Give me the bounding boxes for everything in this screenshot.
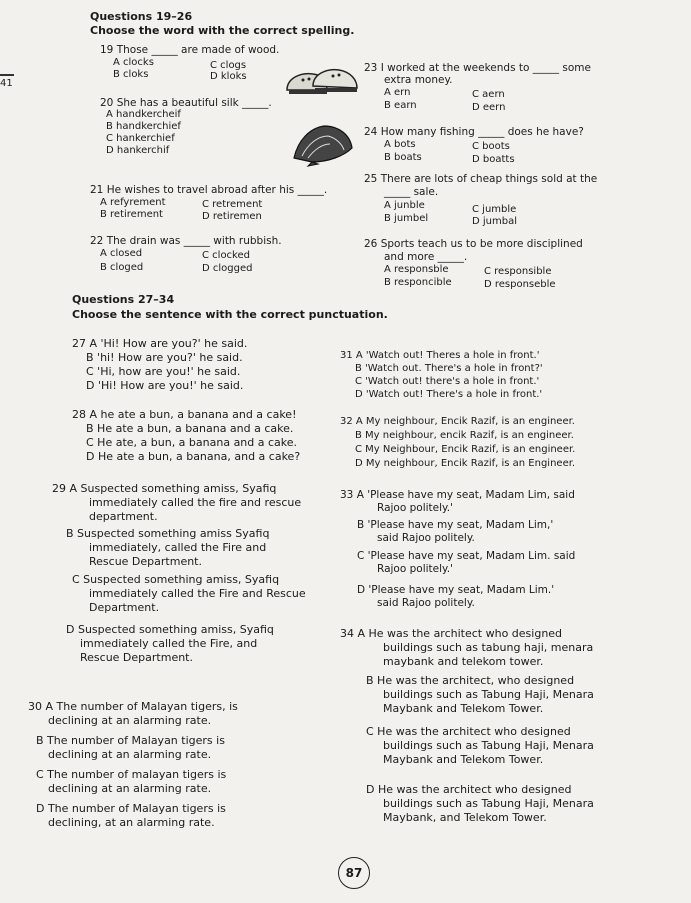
q22-option-c[interactable]: C clocked <box>202 250 250 261</box>
q28-option-a[interactable]: 28 A he ate a bun, a banana and a cake! <box>72 408 297 421</box>
q32-option-a[interactable]: 32 A My neighbour, Encik Razif, is an engineer. <box>340 416 575 427</box>
q33-option-c-line1[interactable]: C 'Please have my seat, Madam Lim. said <box>357 550 576 562</box>
q29-option-c-line3: Department. <box>89 601 160 614</box>
q23-option-b[interactable]: B earn <box>384 100 417 111</box>
q33-option-d-line1[interactable]: D 'Please have my seat, Madam Lim.' <box>357 584 555 596</box>
q27-option-a[interactable]: 27 A 'Hi! How are you?' he said. <box>72 337 248 350</box>
q29-option-c-line1[interactable]: C Suspected something amiss, Syafiq <box>72 573 280 586</box>
q22-option-b[interactable]: B cloged <box>100 262 144 273</box>
q27-option-d[interactable]: D 'Hi! How are you!' he said. <box>86 379 244 392</box>
q26-stem-line1: 26 Sports teach us to be more disciplined <box>364 238 583 250</box>
q21-option-a[interactable]: A refyrement <box>100 197 166 208</box>
q19-option-d[interactable]: D kloks <box>210 71 247 82</box>
q19-option-c[interactable]: C clogs <box>210 60 247 71</box>
margin-tab-line <box>0 74 14 76</box>
q30-option-a-line2: declining at an alarming rate. <box>48 714 212 727</box>
q26-option-a[interactable]: A responsble <box>384 264 449 275</box>
q30-option-c-line2: declining at an alarming rate. <box>48 782 212 795</box>
section-instruction-19-26: Choose the word with the correct spelling. <box>90 24 355 37</box>
page-number: 87 <box>338 857 370 889</box>
q28-option-b[interactable]: B He ate a bun, a banana and a cake. <box>86 422 294 435</box>
q23-stem-line2: extra money. <box>384 74 453 86</box>
q31-option-c[interactable]: C 'Watch out! there's a hole in front.' <box>355 376 540 387</box>
q19-stem: 19 Those _____ are made of wood. <box>100 44 280 56</box>
q29-option-c-line2: immediately called the Fire and Rescue <box>89 587 306 600</box>
q20-option-c[interactable]: C hankerchief <box>106 133 175 144</box>
q29-option-b-line3: Rescue Department. <box>89 555 202 568</box>
q34-option-c-line3: Maybank and Telekom Tower. <box>383 753 544 766</box>
q30-option-b-line1[interactable]: B The number of Malayan tigers is <box>36 734 225 747</box>
q28-option-c[interactable]: C He ate, a bun, a banana and a cake. <box>86 436 298 449</box>
q30-option-c-line1[interactable]: C The number of malayan tigers is <box>36 768 227 781</box>
q22-option-a[interactable]: A closed <box>100 248 143 259</box>
q33-option-a-line2: Rajoo politely.' <box>377 502 453 514</box>
q24-option-d[interactable]: D boatts <box>472 154 515 165</box>
q34-option-b-line1[interactable]: B He was the architect, who designed <box>366 674 575 687</box>
section-title-19-26: Questions 19–26 <box>90 10 193 23</box>
q34-option-a-line1[interactable]: 34 A He was the architect who designed <box>340 627 563 640</box>
q29-option-b-line2: immediately, called the Fire and <box>89 541 267 554</box>
q32-option-d[interactable]: D My neighbour, Encik Razif, is an Engineer. <box>355 458 576 469</box>
q19-option-b[interactable]: B cloks <box>113 69 149 80</box>
q20-option-d[interactable]: D hankerchif <box>106 145 170 156</box>
q34-option-d-line2: buildings such as Tabung Haji, Menara <box>383 797 594 810</box>
clog-shoes-image <box>283 60 363 100</box>
q29-option-a-line2: immediately called the fire and rescue <box>89 496 302 509</box>
q22-option-d[interactable]: D clogged <box>202 263 253 274</box>
q33-option-d-line2: said Rajoo politely. <box>377 597 475 609</box>
q26-option-c[interactable]: C responsible <box>484 266 552 277</box>
q24-option-a[interactable]: A bots <box>384 139 416 150</box>
q29-option-a-line3: department. <box>89 510 158 523</box>
q27-option-c[interactable]: C 'Hi, how are you!' he said. <box>86 365 241 378</box>
q29-option-d-line2: immediately called the Fire, and <box>80 637 258 650</box>
q34-option-c-line1[interactable]: C He was the architect who designed <box>366 725 571 738</box>
q33-option-c-line2: Rajoo politely.' <box>377 563 453 575</box>
q20-option-b[interactable]: B handkerchief <box>106 121 181 132</box>
q25-stem-line2: _____ sale. <box>384 186 439 198</box>
q34-option-a-line3: maybank and telekom tower. <box>383 655 544 668</box>
q32-option-b[interactable]: B My neighbour, encik Razif, is an engineer. <box>355 430 574 441</box>
q23-stem-line1: 23 I worked at the weekends to _____ some <box>364 62 591 74</box>
q23-option-a[interactable]: A ern <box>384 87 411 98</box>
q23-option-c[interactable]: C aern <box>472 89 505 100</box>
q26-option-b[interactable]: B responcible <box>384 277 452 288</box>
q34-option-d-line1[interactable]: D He was the architect who designed <box>366 783 572 796</box>
q28-option-d[interactable]: D He ate a bun, a banana, and a cake? <box>86 450 301 463</box>
q30-option-d-line1[interactable]: D The number of Malayan tigers is <box>36 802 226 815</box>
q23-option-d[interactable]: D eern <box>472 102 506 113</box>
q34-option-b-line3: Maybank and Telekom Tower. <box>383 702 544 715</box>
q26-option-d[interactable]: D responseble <box>484 279 556 290</box>
q32-option-c[interactable]: C My Neighbour, Encik Razif, is an engineer. <box>355 444 576 455</box>
q22-stem: 22 The drain was _____ with rubbish. <box>90 235 282 247</box>
q25-stem-line1: 25 There are lots of cheap things sold at the <box>364 173 598 185</box>
q24-stem: 24 How many fishing _____ does he have? <box>364 126 584 138</box>
q24-option-b[interactable]: B boats <box>384 152 422 163</box>
q25-option-d[interactable]: D jumbal <box>472 216 517 227</box>
q31-option-b[interactable]: B 'Watch out. There's a hole in front?' <box>355 363 543 374</box>
q30-option-d-line2: declining, at an alarming rate. <box>48 816 215 829</box>
q21-stem: 21 He wishes to travel abroad after his _____. <box>90 184 328 196</box>
q19-option-a[interactable]: A clocks <box>113 57 154 68</box>
q34-option-a-line2: buildings such as tabung haji, menara <box>383 641 594 654</box>
q34-option-b-line2: buildings such as Tabung Haji, Menara <box>383 688 594 701</box>
q33-option-b-line2: said Rajoo politely. <box>377 532 475 544</box>
q30-option-a-line1[interactable]: 30 A The number of Malayan tigers, is <box>28 700 238 713</box>
q29-option-a-line1[interactable]: 29 A Suspected something amiss, Syafiq <box>52 482 277 495</box>
q25-option-a[interactable]: A junble <box>384 200 425 211</box>
q29-option-d-line3: Rescue Department. <box>80 651 193 664</box>
q26-stem-line2: and more _____. <box>384 251 468 263</box>
q21-option-b[interactable]: B retirement <box>100 209 163 220</box>
q21-option-c[interactable]: C retrement <box>202 199 263 210</box>
q20-option-a[interactable]: A handkercheif <box>106 109 181 120</box>
q31-option-d[interactable]: D 'Watch out! There's a hole in front.' <box>355 389 543 400</box>
q30-option-b-line2: declining at an alarming rate. <box>48 748 212 761</box>
q33-option-a-line1[interactable]: 33 A 'Please have my seat, Madam Lim, said <box>340 489 575 501</box>
q27-option-b[interactable]: B 'hi! How are you?' he said. <box>86 351 243 364</box>
q25-option-c[interactable]: C jumble <box>472 204 517 215</box>
section-title-27-34: Questions 27–34 <box>72 293 175 306</box>
q31-option-a[interactable]: 31 A 'Watch out! Theres a hole in front.' <box>340 350 540 361</box>
q25-option-b[interactable]: B jumbel <box>384 213 429 224</box>
q20-stem: 20 She has a beautiful silk _____. <box>100 97 272 109</box>
q33-option-b-line1[interactable]: B 'Please have my seat, Madam Lim,' <box>357 519 554 531</box>
q34-option-c-line2: buildings such as Tabung Haji, Menara <box>383 739 594 752</box>
q29-option-b-line1[interactable]: B Suspected something amiss Syafiq <box>66 527 270 540</box>
q34-option-d-line3: Maybank, and Telekom Tower. <box>383 811 547 824</box>
handkerchief-image <box>288 118 358 168</box>
q21-option-d[interactable]: D retiremen <box>202 211 262 222</box>
margin-mark: 41 <box>0 78 13 89</box>
section-instruction-27-34: Choose the sentence with the correct punctuation. <box>72 308 388 321</box>
q24-option-c[interactable]: C boots <box>472 141 510 152</box>
q29-option-d-line1[interactable]: D Suspected something amiss, Syafiq <box>66 623 274 636</box>
